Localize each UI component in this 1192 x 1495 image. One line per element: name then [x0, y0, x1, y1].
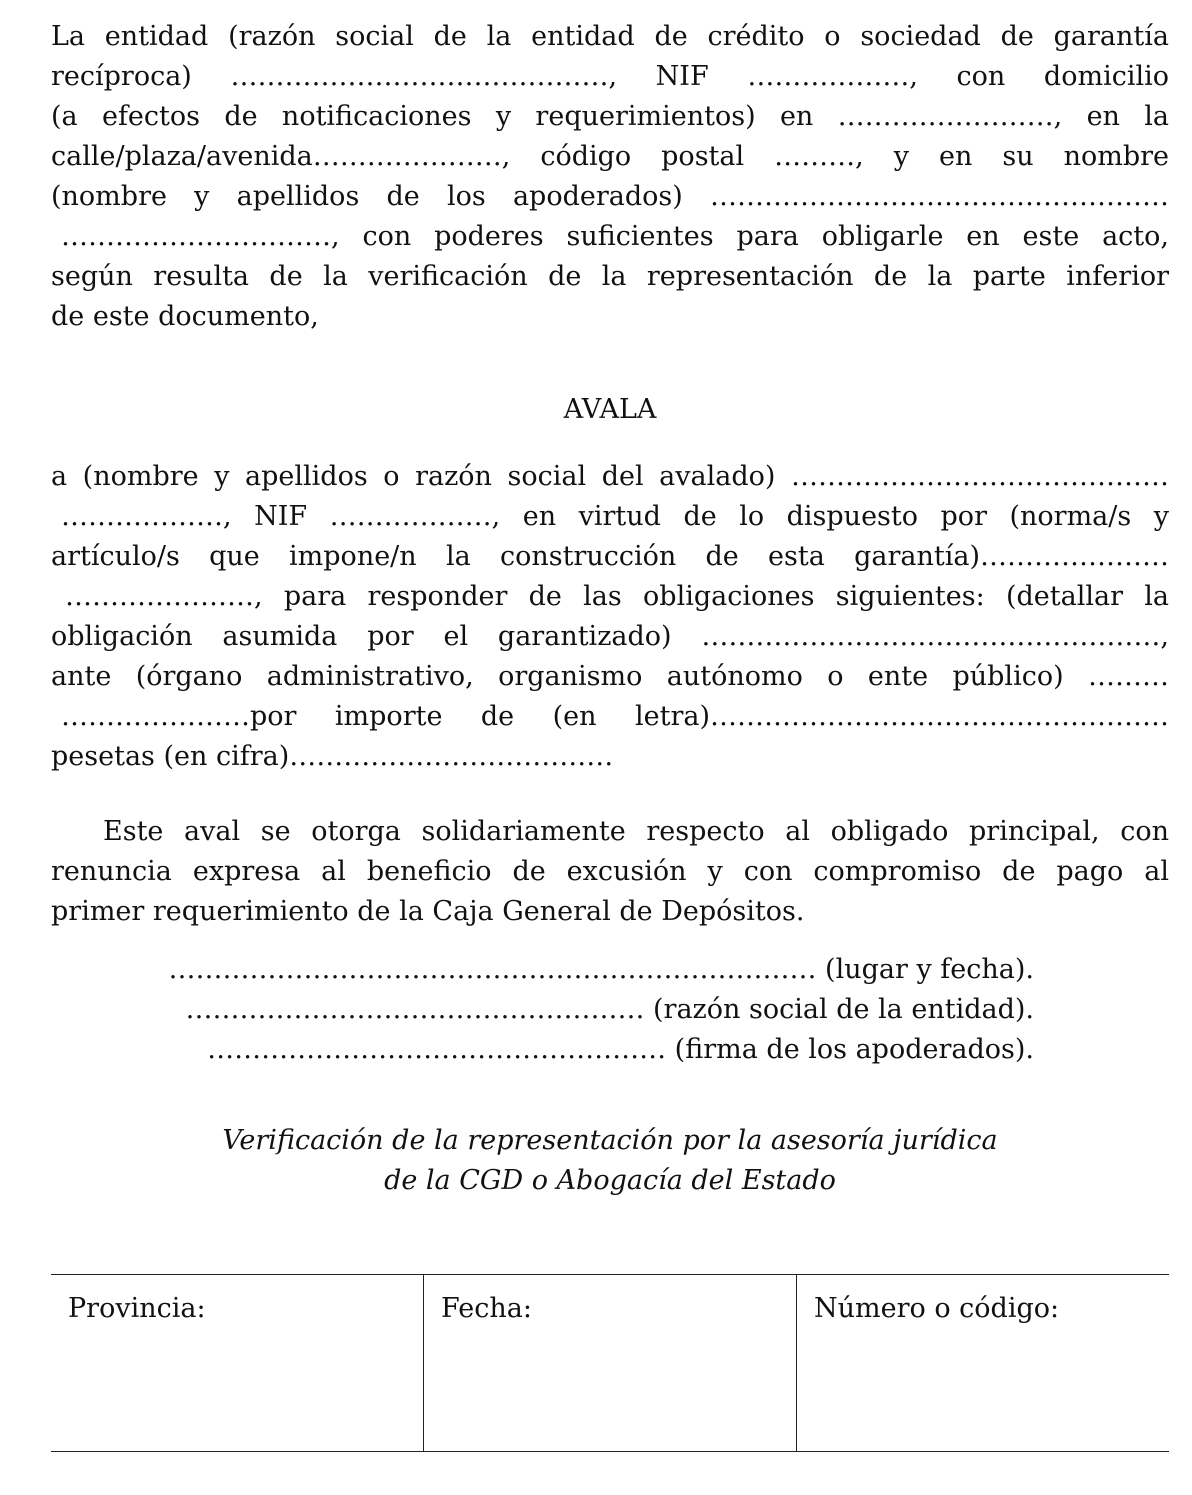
fecha-label: Fecha: — [441, 1293, 532, 1324]
fecha-cell — [423, 1275, 796, 1451]
paragraph-2-line: …………………por importe de (en letra)…………………………………………… — [61, 701, 1169, 732]
paragraph-2-line: …………………, para responder de las obligaciones siguientes: (detallar la — [65, 581, 1169, 612]
paragraph-2-line: pesetas (en cifra)……………………………… — [51, 741, 614, 772]
paragraph-1-line: La entidad (razón social de la entidad de crédito o sociedad de garantía — [51, 21, 1169, 52]
paragraph-3-line: Este aval se otorga solidariamente respecto al obligado principal, con — [103, 816, 1169, 847]
paragraph-3-line: renuncia expresa al beneficio de excusión y con compromiso de pago al — [51, 856, 1169, 887]
paragraph-1-line: calle/plaza/avenida…………………, código postal ………, y en su nombre — [51, 141, 1169, 172]
paragraph-1-line: de este documento, — [51, 301, 319, 332]
paragraph-1-line: según resulta de la verificación de la representación de la parte inferior — [51, 261, 1169, 292]
paragraph-2-line: ………………, NIF ………………, en virtud de lo dispuesto por (norma/s y — [61, 501, 1169, 532]
verification-title-line: de la CGD o Abogacía del Estado — [384, 1165, 836, 1196]
signature-place-date: ……………………………………………………………… (lugar y fecha). — [168, 954, 1034, 985]
paragraph-2-line: artículo/s que impone/n la construcción de esta garantía)………………… — [51, 541, 1169, 572]
heading-avala: AVALA — [563, 394, 657, 425]
signature-entity-name: …………………………………………… (razón social de la entidad). — [185, 994, 1034, 1025]
paragraph-2-line: ante (órgano administrativo, organismo autónomo o ente público) ……… — [51, 661, 1169, 692]
provincia-label: Provincia: — [68, 1293, 206, 1324]
paragraph-2-line: a (nombre y apellidos o razón social del avalado) …………………………………… — [51, 461, 1169, 492]
provincia-cell — [51, 1275, 423, 1451]
paragraph-1-line: (nombre y apellidos de los apoderados) …………………………………………… — [51, 181, 1169, 212]
verification-title-line: Verificación de la representación por la asesoría jurídica — [222, 1125, 998, 1156]
numero-cell — [796, 1275, 1169, 1451]
paragraph-1-line: (a efectos de notificaciones y requerimientos) en ……………………, en la — [51, 101, 1169, 132]
verification-table — [51, 1274, 1169, 1452]
paragraph-3-line: primer requerimiento de la Caja General de Depósitos. — [51, 896, 805, 927]
paragraph-2-line: obligación asumida por el garantizado) ……………………………………………, — [51, 621, 1169, 652]
numero-label: Número o código: — [814, 1293, 1060, 1324]
paragraph-1-line: …………………………, con poderes suficientes para obligarle en este acto, — [61, 221, 1169, 252]
signature-attorneys: …………………………………………… (firma de los apoderados). — [207, 1034, 1034, 1065]
paragraph-1-line: recíproca) ……………………………………, NIF ………………, con domicilio — [51, 61, 1169, 92]
